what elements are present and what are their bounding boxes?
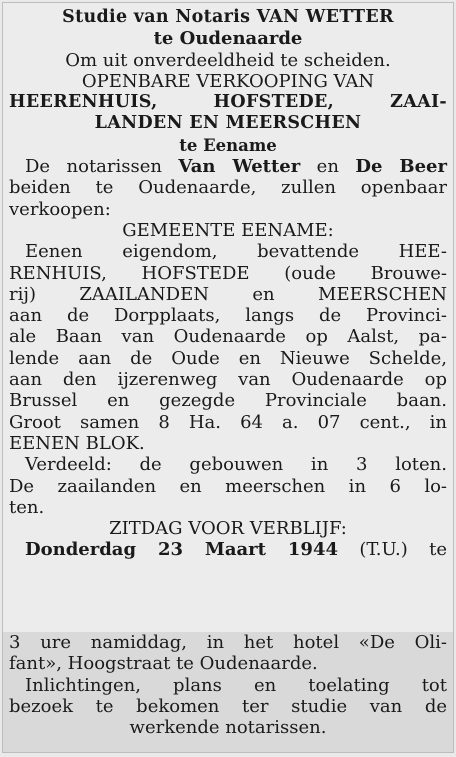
session-date: Donderdag 23 Maart 1944 (25, 539, 338, 561)
title-line-3: te Eename (179, 135, 277, 155)
division-line: Verdeeld: de gebouwen in 3 loten. (25, 454, 447, 476)
newspaper-clipping (2, 2, 454, 753)
division-line: ten. (9, 496, 45, 518)
municipality-heading: GEMEENTE EENAME: (122, 219, 334, 241)
title-line-1: HEERENHUIS, HOFSTEDE, ZAAI- (9, 92, 447, 113)
description-line: rij) ZAAILANDEN en MEERSCHEN (9, 283, 447, 305)
description-line: RENHUIS, HOFSTEDE (oude Brouwe- (9, 262, 447, 284)
info-line: werkende notarissen. (129, 717, 327, 739)
description-line: lende aan de Oude en Nieuwe Schelde, (9, 347, 447, 369)
description-line: Eenen eigendom, bevattende HEE- (25, 241, 447, 263)
notary-name-2: De Beer (355, 156, 447, 178)
info-line: Inlichtingen, plans en toelating tot (25, 674, 447, 696)
session-heading: ZITDAG VOOR VERBLIJF: (109, 518, 347, 540)
description-line: EENEN BLOK. (9, 432, 145, 454)
notaries-line-1 (9, 156, 447, 177)
notaries-and: en (300, 156, 356, 178)
title-line-2: LANDEN EN MEERSCHEN (94, 113, 362, 134)
description-line: Groot samen 8 Ha. 64 a. 07 cent., in (9, 411, 447, 433)
session-line-1 (9, 539, 447, 560)
session-date-rest: (T.U.) te (338, 539, 447, 561)
header-line-1: Studie van Notaris VAN WETTER (62, 7, 394, 27)
description-line: ale Baan van Oudenaarde op Aalst, pa- (9, 326, 447, 348)
lower-section (3, 632, 453, 752)
session-line-3: fant», Hoogstraat te Oudenaarde. (9, 653, 318, 675)
session-line-2: 3 ure namiddag, in het hotel «De Oli- (9, 632, 447, 653)
division-line: De zaailanden en meerschen in 6 lo- (9, 475, 447, 497)
header-line-2: te Oudenaarde (153, 28, 303, 50)
notaries-line-3: verkoopen: (9, 198, 111, 220)
notary-name-1: Van Wetter (178, 156, 301, 178)
intro-line-1: Om uit onverdeeldheid te scheiden. (65, 49, 391, 71)
notaries-line-2: beiden te Oudenaarde, zullen openbaar (9, 177, 447, 199)
info-line: bezoek te bekomen ter studie van de (9, 695, 447, 717)
description-line: Brussel en gezegde Provinciale baan. (9, 390, 447, 412)
description-line: aan de Dorpplaats, langs de Provinci- (9, 305, 447, 327)
intro-line-2: OPENBARE VERKOOPING VAN (81, 70, 375, 92)
description-line: aan den ijzerenweg van Oudenaarde op (9, 369, 447, 391)
notaries-prefix: De notarissen (25, 156, 179, 178)
